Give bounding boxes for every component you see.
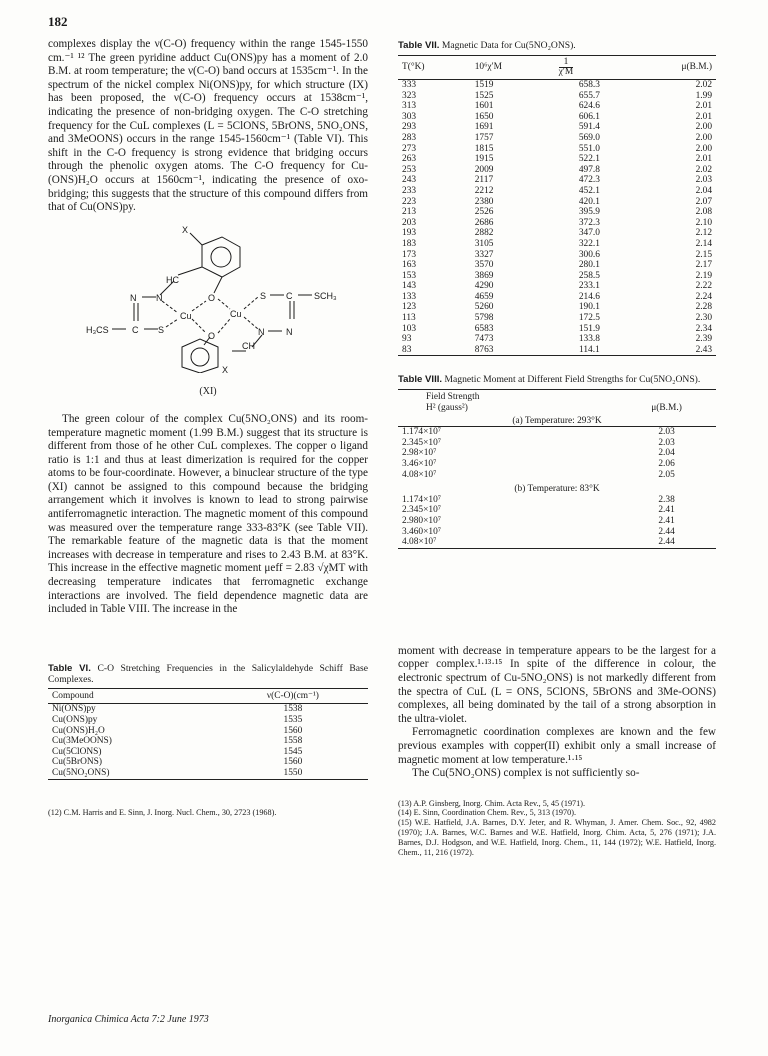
reciprocal-numerator: 1 — [559, 58, 574, 68]
table-viii-row-a-cell: 2.345×10⁷ — [402, 437, 442, 448]
table-viii-row-a-cell: 1.174×10⁷ — [402, 427, 442, 438]
footnotes-right — [398, 799, 716, 858]
table-viii-row-b-cell: 2.41 — [658, 515, 675, 526]
table-vii-row-cell: 472.3 — [578, 175, 600, 186]
table-viii-row-a-cell: 2.04 — [658, 448, 675, 459]
table-vii-row-cell: 452.1 — [578, 185, 600, 196]
n-label-3: N — [258, 326, 265, 337]
table-vii-row-cell: 151.9 — [578, 323, 600, 334]
table-viii-row-a-cell: 2.03 — [658, 427, 675, 438]
table-vii-row-cell: 280.1 — [578, 260, 600, 271]
table-vii-row — [398, 207, 716, 218]
table-vii-row-cell: 655.7 — [578, 90, 600, 101]
table-vii-label: Table VII. — [398, 40, 440, 51]
left-column — [48, 38, 368, 817]
table-vii-row — [398, 133, 716, 144]
table-vii-row-cell: 2.12 — [695, 228, 712, 239]
footnote-14: (14) E. Sinn, Coordination Chem. Rev., 5, 313 (1970). — [398, 808, 576, 818]
table-vii-row-cell: 233.1 — [578, 281, 600, 292]
c-label-right: C — [286, 290, 293, 301]
table-viii-section-a: (a) Temperature: 293°K — [512, 415, 602, 426]
table-vii-row-cell: 258.5 — [578, 270, 600, 281]
table-vii-row-cell: 3327 — [474, 249, 494, 260]
cu1-o2-coordination — [192, 319, 206, 333]
table-vii-row-cell: 1525 — [474, 90, 494, 101]
table-viii-header-moment: μ(B.M.) — [651, 403, 682, 414]
table-vi-body — [48, 704, 368, 779]
table-vii-caption — [398, 40, 716, 51]
table-vi-row-cell: 1535 — [283, 715, 303, 725]
table-vii-row-cell: 347.0 — [578, 228, 600, 239]
o2-cu2-coordination — [218, 319, 230, 333]
table-vii-row-cell: 2882 — [474, 228, 494, 239]
table-vii-row — [398, 334, 716, 345]
table-vii-row-cell: 395.9 — [578, 207, 600, 218]
table-viii-row-a-cell: 3.46×10⁷ — [402, 459, 437, 469]
table-vii-row-cell: 2.10 — [695, 217, 712, 228]
x-label-bottom: X — [222, 364, 229, 373]
table-vii-row-cell: 203 — [402, 217, 417, 228]
cu1-o1-coordination — [192, 301, 206, 311]
table-viii — [398, 374, 716, 548]
table-vii-row — [398, 302, 716, 313]
table-vii-header-temperature: T(°K) — [402, 62, 425, 73]
table-vii-row-cell: 233 — [402, 185, 417, 196]
footnote-12: (12) C.M. Harris and E. Sinn, J. Inorg. Nucl. Chem., 30, 2723 (1968). — [48, 807, 277, 817]
table-viii-body-b — [398, 495, 716, 548]
table-vii-row-cell: 7473 — [474, 334, 494, 345]
table-viii-row-b-cell: 4.08×10⁷ — [402, 537, 437, 548]
table-vii-row-cell: 1757 — [474, 132, 494, 143]
table-vii-row-cell: 193 — [402, 228, 417, 239]
table-viii-row-b-cell: 1.174×10⁷ — [402, 494, 442, 505]
table-vii-row-cell: 163 — [402, 260, 417, 271]
table-vii-row — [398, 154, 716, 165]
paragraph-5: The Cu(5NO₂ONS) complex is not sufficiently so- — [412, 767, 640, 780]
table-viii-row-a — [398, 427, 716, 438]
table-vii-row-cell: 2.34 — [695, 323, 712, 334]
table-vi-header-compound: Compound — [52, 690, 94, 701]
table-vi-row-cell: Cu(ONS)H₂O — [52, 725, 105, 736]
table-vii-row-cell: 313 — [402, 101, 417, 112]
table-vii-row — [398, 112, 716, 123]
table-viii-row-b-cell: 2.41 — [658, 505, 675, 516]
table-vii-row-cell: 153 — [402, 270, 417, 281]
table-vii-row-cell: 606.1 — [578, 111, 600, 122]
table-viii-row-b — [398, 516, 716, 527]
o-label-1: O — [208, 292, 216, 303]
cu2-s-coordination — [244, 297, 258, 309]
table-vii-row-cell: 372.3 — [578, 217, 600, 228]
table-vii-row-cell: 1815 — [474, 143, 494, 154]
table-viii-row-a — [398, 438, 716, 449]
table-vii-row — [398, 228, 716, 239]
paragraph-4: Ferromagnetic coordination complexes are known and the few previous examples with copper(II) exhibit only a small increase of magnetic moment at low temperature.¹·¹⁵ — [398, 726, 716, 766]
table-vii-row-cell: 658.3 — [578, 80, 600, 90]
table-vii-row-cell: 2.01 — [695, 111, 712, 122]
table-vi-row-cell: Cu(ONS)py — [52, 715, 98, 725]
table-vii-row-cell: 333 — [402, 80, 417, 90]
table-vii-row-cell: 213 — [402, 207, 417, 218]
reciprocal-denominator: χ′M — [558, 67, 574, 77]
table-viii-row-b-cell: 3.460×10⁷ — [402, 526, 442, 537]
table-vii-row-cell: 2.01 — [695, 101, 712, 112]
table-vii-row — [398, 324, 716, 335]
table-vii-row-cell: 1519 — [474, 80, 494, 90]
table-vii-row-cell: 253 — [402, 164, 417, 175]
table-vii-row-cell: 2212 — [474, 185, 494, 196]
table-viii-caption — [398, 374, 716, 385]
paragraph-2: The green colour of the complex Cu(5NO₂ONS) and its room-temperature magnetic moment (1.99 B.M.) suggest that its structure is different from those of he other CuL complexes. The copper o ligand ratio is 1:1 and thus at least dimerization is required for the copper atoms to be four-coordinate. However, a binuclear structure of the type (XI) cannot be assigned to this compound because the bridging arrangement which it involves is known to lead to strong pairwise antiferromagnetic interaction. The magnetic moment of this compound was measured over the temperature range 333-83°K (see Table VII). The remarkable feature of the magnetic data is that the moment increases with decrease in temperature and rises to 2.43 B.M. at 83°K. This increase in the effective magnetic moment μeff = 2.83 √χMT with decreasing temperature indicates that ferromagnetic exchange interactions are involved. The field dependence magnetic data are included in Table VIII. The increase in the — [48, 412, 368, 616]
table-viii-row-a — [398, 459, 716, 470]
table-vii-row — [398, 239, 716, 250]
table-vii-row — [398, 165, 716, 176]
table-vii-row — [398, 144, 716, 155]
cu-label-1: Cu — [180, 310, 192, 321]
table-viii-grid — [398, 389, 716, 548]
table-viii-header-field — [398, 390, 617, 416]
table-vii-row-cell: 3570 — [474, 260, 494, 271]
table-viii-title: Magnetic Moment at Different Field Strengths for Cu(5NO₂ONS). — [444, 374, 701, 386]
right-column — [398, 40, 716, 857]
x-label-top: X — [182, 224, 189, 235]
table-vii-row-cell: 2.24 — [695, 291, 712, 302]
top-ring-aromatic-circle — [211, 247, 231, 267]
table-vii-row-cell: 624.6 — [578, 101, 600, 112]
table-vi-row — [48, 736, 368, 747]
table-vii-row-cell: 1650 — [474, 111, 494, 122]
table-vii-row-cell: 1.99 — [695, 90, 712, 101]
table-vii-row-cell: 2.28 — [695, 302, 712, 313]
table-vii-row — [398, 197, 716, 208]
table-vii-row — [398, 281, 716, 292]
journal-footer: Inorganica Chimica Acta 7:2 June 1973 — [48, 1014, 209, 1025]
table-viii-row-a-cell: 2.98×10⁷ — [402, 448, 437, 459]
table-vii-row-cell: 293 — [402, 122, 417, 133]
table-vi-row-cell: Cu(5BrONS) — [52, 757, 103, 768]
table-vii-row-cell: 1691 — [474, 122, 494, 133]
table-vii-row-cell: 5798 — [474, 313, 494, 324]
table-vii-row-cell: 273 — [402, 143, 417, 154]
right-text-block — [398, 645, 716, 781]
table-vi-row-cell: Cu(5NO₂ONS) — [52, 767, 110, 778]
table-viii-row-b — [398, 527, 716, 538]
table-vii-title: Magnetic Data for Cu(5NO₂ONS). — [441, 40, 576, 51]
sch3-label: SCH₃ — [314, 290, 337, 301]
table-vii-row-cell: 2.00 — [695, 143, 712, 154]
table-vii-row-cell: 3105 — [474, 238, 494, 249]
table-vi-row — [48, 757, 368, 768]
table-vii-row-cell: 497.8 — [578, 164, 600, 175]
table-vi-row-cell: Cu(3MeOONS) — [52, 736, 112, 747]
table-vii-row-cell: 2.30 — [695, 313, 712, 324]
ring-hc-bond — [178, 267, 202, 275]
table-vii-row — [398, 80, 716, 91]
table-vi-row-cell: 1560 — [283, 725, 303, 736]
table-vi-caption — [48, 663, 368, 685]
table-viii-row-a-cell: 2.06 — [658, 459, 675, 469]
table-vii-row-cell: 2686 — [474, 217, 494, 228]
table-vii-row-cell: 322.1 — [578, 238, 600, 249]
table-viii-row-a — [398, 470, 716, 481]
table-vii-row-cell: 2009 — [474, 164, 494, 175]
table-vi-grid — [48, 688, 368, 780]
table-vii-row-cell: 2.07 — [695, 196, 712, 207]
top-benzene-ring — [202, 237, 240, 277]
table-vii-row-cell: 114.1 — [578, 344, 600, 355]
table-viii-label: Table VIII. — [398, 374, 443, 386]
table-vii-row-cell: 2.43 — [695, 344, 712, 355]
structure-xi-diagram — [82, 223, 342, 373]
table-vii-row-cell: 8763 — [474, 344, 494, 355]
table-vi-row — [48, 715, 368, 726]
table-vii-row-cell: 2.19 — [695, 270, 712, 281]
table-vii-row-cell: 420.1 — [578, 196, 600, 207]
table-vii-row-cell: 123 — [402, 302, 417, 313]
structure-label: (XI) — [199, 386, 217, 398]
table-vi-row-cell: Cu(5ClONS) — [52, 746, 102, 757]
table-vii-row-cell: 2.02 — [695, 80, 712, 90]
table-vi-title: C-O Stretching Frequencies in the Salicylaldehyde Schiff Base Complexes. — [48, 662, 368, 685]
table-vii-row-cell: 2.02 — [695, 164, 712, 175]
s-label-left: S — [158, 324, 165, 335]
table-vii-row-cell: 551.0 — [578, 143, 600, 154]
cu-label-2: Cu — [230, 308, 242, 319]
table-vii-row — [398, 292, 716, 303]
table-viii-row-a — [398, 448, 716, 459]
n-label-2: N — [156, 292, 163, 303]
table-vi-row — [48, 704, 368, 715]
table-vii-row — [398, 122, 716, 133]
ring-o-bond-top — [214, 277, 222, 293]
table-viii-row-a-cell: 2.03 — [658, 437, 675, 448]
table-vii-row-cell: 283 — [402, 132, 417, 143]
table-vii-row-cell: 2.01 — [695, 154, 712, 165]
table-vii-row-cell: 93 — [402, 334, 412, 345]
table-vii-row-cell: 243 — [402, 175, 417, 186]
table-viii-row-b-cell: 2.345×10⁷ — [402, 505, 442, 516]
cu2-n-coordination — [244, 317, 258, 329]
table-vii-body — [398, 80, 716, 356]
table-vii-row-cell: 591.4 — [578, 122, 600, 133]
table-vii-row-cell: 133 — [402, 291, 417, 302]
table-viii-header-field-line2: H² (gauss²) — [426, 403, 468, 414]
table-vii-row-cell: 1915 — [474, 154, 494, 165]
table-vii-row — [398, 218, 716, 229]
table-vi-row — [48, 768, 368, 779]
table-vii-row — [398, 186, 716, 197]
footnote-13: (13) A.P. Ginsberg, Inorg. Chim. Acta Rev., 5, 45 (1971). — [398, 798, 586, 808]
table-viii-row-b — [398, 537, 716, 548]
table-vii-row-cell: 2117 — [474, 175, 494, 186]
table-vii-row-cell: 263 — [402, 154, 417, 165]
table-vii-row-cell: 1601 — [474, 101, 494, 112]
o1-cu2-coordination — [218, 299, 230, 309]
table-vii-header-susceptibility: 10⁶χ′M — [474, 62, 502, 73]
table-vii-row — [398, 345, 716, 356]
table-vii-row-cell: 2.00 — [695, 122, 712, 133]
table-viii-row-b-cell: 2.44 — [658, 526, 675, 537]
paragraph-3: moment with decrease in temperature appears to be the largest for a copper complex.¹·¹³·¹⁵ In spite of the difference in colour, the electronic spectrum of Cu-5NO₂ONS) is not markedly different from the spectra of CuL (L = ONS, 5ClONS, 5BrONS and 3Me-OONS) complexes, all being dominated by the tail of a strong absorption in the ultra-violet. — [398, 644, 716, 725]
table-viii-header-field-line1: Field Strength — [426, 392, 480, 403]
table-vii-row-cell: 173 — [402, 249, 417, 260]
table-vii-row-cell: 2.08 — [695, 207, 712, 218]
table-vii-row-cell: 2.00 — [695, 132, 712, 143]
table-vii-row — [398, 250, 716, 261]
table-vii-row-cell: 214.6 — [578, 291, 600, 302]
o-label-2: O — [208, 330, 216, 341]
table-vii-row — [398, 101, 716, 112]
table-vi-row-cell: 1545 — [283, 746, 303, 757]
s-cu1-coordination — [166, 319, 178, 327]
table-vii-row-cell: 300.6 — [578, 249, 600, 260]
table-vi-row-cell: Ni(ONS)py — [52, 704, 96, 715]
bottom-ring-aromatic-circle — [191, 348, 209, 366]
table-vii-row-cell: 172.5 — [578, 313, 600, 324]
bottom-benzene-ring — [182, 339, 218, 373]
table-vi — [48, 663, 368, 780]
table-vii-row-cell: 83 — [402, 344, 412, 355]
table-vi-row — [48, 726, 368, 737]
table-vi-row — [48, 747, 368, 758]
table-vii-row-cell: 103 — [402, 323, 417, 334]
table-vii-row-cell: 223 — [402, 196, 417, 207]
hc-label: HC — [166, 274, 179, 285]
ch-label: CH — [242, 340, 255, 351]
table-vii-row-cell: 2380 — [474, 196, 494, 207]
table-vi-row-cell: 1538 — [283, 704, 303, 715]
table-viii-body-a — [398, 427, 716, 480]
table-vii-row — [398, 271, 716, 282]
table-vii-row-cell: 4290 — [474, 281, 494, 292]
c-label-left: C — [132, 324, 139, 335]
table-vii-row-cell: 2.39 — [695, 334, 712, 345]
table-vii-row-cell: 4659 — [474, 291, 494, 302]
n-label-4: N — [286, 326, 293, 337]
table-vii-grid — [398, 55, 716, 356]
footnote-15: (15) W.E. Hatfield, J.A. Barnes, D.Y. Jeter, and R. Whyman, J. Amer. Chem. Soc., 92, 4982 (1970); J.A. Barnes, W.C. Barnes and W.E. Hatfield, Inorg. Chim. Acta, 5, 276 (1971); J.A. Barnes, D.J. Hodgson, and W.E. Hatfield, Inorg. Chem., 11, 144 (1972); W.E. Hatfield, Inorg. Chem., 11, 216 (1972). — [398, 818, 716, 857]
table-vi-row-cell: 1560 — [283, 757, 303, 768]
table-vii-row-cell: 143 — [402, 281, 417, 292]
table-viii-row-b-cell: 2.980×10⁷ — [402, 515, 442, 526]
n-label-1: N — [130, 292, 137, 303]
table-vii-row-cell: 2.15 — [695, 249, 712, 260]
table-vii-row-cell: 113 — [402, 313, 416, 324]
table-vii-row-cell: 2.22 — [695, 281, 712, 292]
table-vii-row-cell: 303 — [402, 111, 417, 122]
n-cu1-coordination — [162, 301, 178, 313]
page-number: 182 — [48, 14, 68, 29]
table-viii-row-b — [398, 495, 716, 506]
h3cs-label: H₃CS — [86, 324, 109, 335]
table-vii-row-cell: 569.0 — [578, 132, 600, 143]
table-viii-section-b: (b) Temperature: 83°K — [514, 484, 600, 495]
table-vii-row-cell: 6583 — [474, 323, 494, 334]
table-viii-row-a-cell: 2.05 — [658, 469, 675, 480]
table-viii-row-b-cell: 2.38 — [658, 494, 675, 505]
table-vii — [398, 40, 716, 356]
table-viii-row-b — [398, 505, 716, 516]
table-vii-row — [398, 175, 716, 186]
table-viii-row-b-cell: 2.44 — [658, 537, 675, 548]
table-vii-header-reciprocal — [555, 56, 624, 80]
table-vii-row-cell: 5260 — [474, 302, 494, 313]
table-vii-row-cell: 2.03 — [695, 175, 712, 186]
paragraph-1: complexes display the ν(C-O) frequency within the range 1545-1550 cm.⁻¹ ¹² The green pyridine adduct Cu(ONS)py has a moment of 2.0 B.M. at room temperature; the ν(C-O) band occurs at 1535cm⁻¹. In the spectrum of the nickel complex Ni(ONS)py, for which structure (IX) has been proposed, the ν(C-O) frequency occurs at 1538cm⁻¹, indicating the presence of non-bridging oxygen. The C-O stretching frequency for the CuL complexes (L = 5ClONS, 5BrONS, 5NO₂ONS, and 3MeOONS) occurs in the range 1545-1560cm⁻¹ (Table VI). This shift in the C-O frequency is strong evidence that bridging occurs through the phenolic oxygen atoms. The C-O frequency for Cu-(ONS)H₂O occurs at 1560cm⁻¹, indicating the presence of oxo-bridging; this suggests that the structure of this compound differs from that of Cu(ONS)py. — [48, 38, 368, 214]
table-vii-row-cell: 522.1 — [578, 154, 600, 165]
table-viii-row-a-cell: 4.08×10⁷ — [402, 469, 437, 480]
table-vii-row — [398, 91, 716, 102]
s-label-right: S — [260, 290, 267, 301]
table-vii-row-cell: 323 — [402, 90, 417, 101]
table-vii-row — [398, 260, 716, 271]
table-vi-header-frequency: ν(C-O)(cm⁻¹) — [266, 690, 319, 701]
table-vii-row — [398, 313, 716, 324]
table-vii-row-cell: 3869 — [474, 270, 494, 281]
table-vi-label: Table VI. — [48, 662, 91, 674]
table-vii-row-cell: 2.17 — [695, 260, 712, 271]
x-substituent-bond-top — [190, 233, 202, 245]
table-vii-row-cell: 133.8 — [578, 334, 600, 345]
table-vii-header-moment: μ(B.M.) — [681, 62, 712, 73]
table-vi-row-cell: 1550 — [283, 767, 303, 778]
table-vii-row-cell: 2.04 — [695, 185, 712, 196]
table-vii-row-cell: 2526 — [474, 207, 494, 218]
table-vii-row-cell: 2.14 — [695, 238, 712, 249]
table-vii-row-cell: 190.1 — [578, 302, 600, 313]
table-vi-row-cell: 1558 — [283, 736, 303, 747]
table-vii-row-cell: 183 — [402, 238, 417, 249]
